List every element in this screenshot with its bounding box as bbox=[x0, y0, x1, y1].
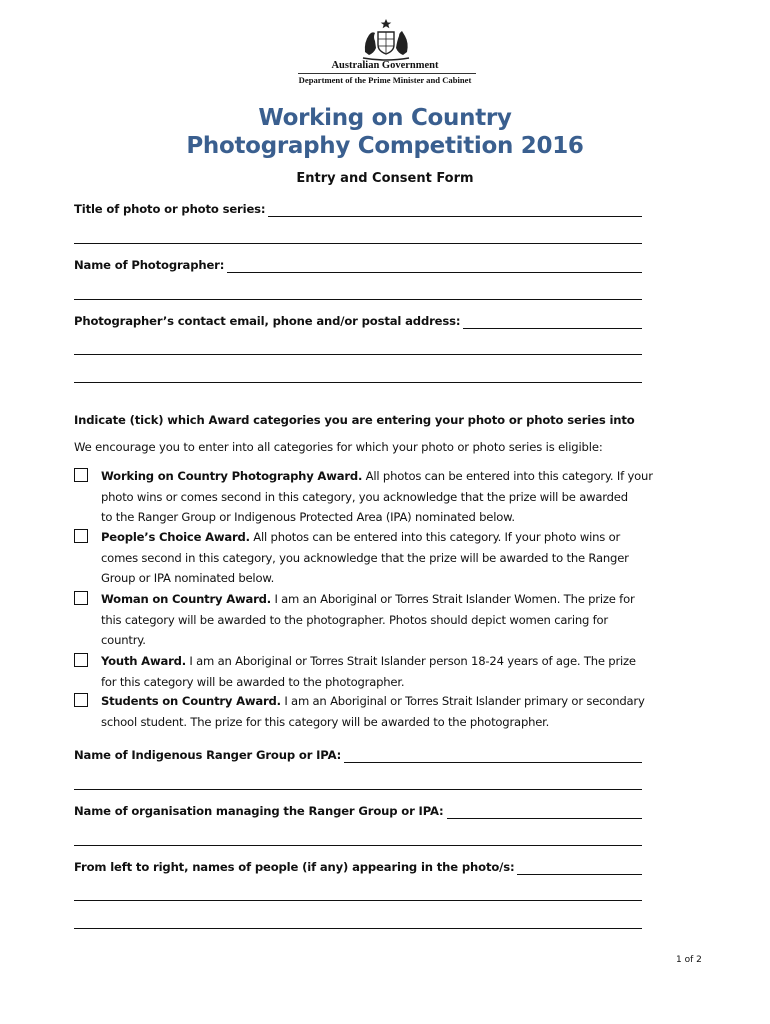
photographer-name-label: Name of Photographer: bbox=[74, 258, 225, 272]
ranger-group-field[interactable] bbox=[74, 745, 642, 763]
ranger-group-extra-line[interactable] bbox=[74, 789, 642, 790]
award-text-line: I am an Aboriginal or Torres Strait Islander Women. The prize for bbox=[270, 592, 635, 606]
contact-input-line[interactable] bbox=[463, 314, 642, 329]
award-checkbox[interactable] bbox=[74, 653, 88, 667]
page-number: 1 of 2 bbox=[676, 955, 702, 965]
people-in-photo-input-line[interactable] bbox=[517, 860, 642, 875]
organisation-label: Name of organisation managing the Ranger Group or IPA: bbox=[74, 804, 444, 818]
photo-title-extra-line[interactable] bbox=[74, 243, 642, 244]
contact-extra-line-1[interactable] bbox=[74, 354, 642, 355]
photographer-extra-line[interactable] bbox=[74, 299, 642, 300]
award-text-line: All photos can be entered into this category. If your bbox=[362, 469, 653, 483]
award-description bbox=[101, 466, 701, 528]
photo-title-input-line[interactable] bbox=[268, 202, 642, 217]
people-extra-line-2[interactable] bbox=[74, 928, 642, 929]
award-text-line: I am an Aboriginal or Torres Strait Islander person 18-24 years of age. The prize bbox=[185, 654, 636, 668]
award-checkbox[interactable] bbox=[74, 693, 88, 707]
organisation-input-line[interactable] bbox=[447, 804, 642, 819]
award-name: Working on Country Photography Award. bbox=[101, 469, 363, 483]
contact-field[interactable] bbox=[74, 311, 642, 329]
award-text-line: Group or IPA nominated below. bbox=[101, 571, 275, 585]
award-text-line: this category will be awarded to the photographer. Photos should depict women caring for bbox=[101, 612, 608, 627]
award-text-line: for this category will be awarded to the photographer. bbox=[101, 674, 405, 689]
form-subtitle: Entry and Consent Form bbox=[296, 171, 474, 186]
page-title-line-1: Working on Country bbox=[258, 105, 512, 131]
award-text-line: comes second in this category, you acknowledge that the prize will be awarded to the Ranger bbox=[101, 550, 629, 565]
award-name: People’s Choice Award. bbox=[101, 530, 250, 544]
page-title-line-2: Photography Competition 2016 bbox=[186, 133, 584, 159]
award-text-line: I am an Aboriginal or Torres Strait Islander primary or secondary bbox=[280, 694, 645, 708]
award-name: Youth Award. bbox=[101, 654, 186, 668]
header-divider bbox=[298, 73, 476, 74]
ranger-group-input-line[interactable] bbox=[344, 748, 642, 763]
award-name: Woman on Country Award. bbox=[101, 592, 271, 606]
ranger-group-label: Name of Indigenous Ranger Group or IPA: bbox=[74, 748, 342, 762]
award-description bbox=[101, 589, 701, 651]
award-text-line: school student. The prize for this category will be awarded to the photographer. bbox=[101, 714, 550, 729]
contact-extra-line-2[interactable] bbox=[74, 382, 642, 383]
photographer-name-field[interactable] bbox=[74, 255, 642, 273]
organisation-extra-line[interactable] bbox=[74, 845, 642, 846]
award-description bbox=[101, 651, 701, 692]
department-name: Department of the Prime Minister and Cabinet bbox=[298, 75, 472, 85]
award-description bbox=[101, 527, 701, 589]
award-checkbox[interactable] bbox=[74, 591, 88, 605]
organisation-field[interactable] bbox=[74, 801, 642, 819]
awards-heading: Indicate (tick) which Award categories you are entering your photo or photo series into bbox=[74, 413, 635, 427]
award-name: Students on Country Award. bbox=[101, 694, 281, 708]
people-in-photo-label: From left to right, names of people (if any) appearing in the photo/s: bbox=[74, 860, 515, 874]
coat-of-arms-icon bbox=[360, 18, 412, 62]
award-description bbox=[101, 691, 701, 732]
photo-title-label: Title of photo or photo series: bbox=[74, 202, 266, 216]
award-text-line: country. bbox=[101, 633, 146, 647]
photo-title-field[interactable] bbox=[74, 199, 642, 217]
awards-intro: We encourage you to enter into all categories for which your photo or photo series is eligible: bbox=[74, 440, 603, 454]
award-text-line: to the Ranger Group or Indigenous Protected Area (IPA) nominated below. bbox=[101, 510, 515, 524]
government-name: Australian Government bbox=[331, 60, 439, 71]
award-text-line: photo wins or comes second in this category, you acknowledge that the prize will be awarded bbox=[101, 489, 628, 504]
contact-label: Photographer’s contact email, phone and/or postal address: bbox=[74, 314, 461, 328]
photographer-name-input-line[interactable] bbox=[227, 258, 642, 273]
people-in-photo-field[interactable] bbox=[74, 857, 642, 875]
award-checkbox[interactable] bbox=[74, 468, 88, 482]
people-extra-line-1[interactable] bbox=[74, 900, 642, 901]
award-checkbox[interactable] bbox=[74, 529, 88, 543]
award-text-line: All photos can be entered into this category. If your photo wins or bbox=[249, 530, 621, 544]
